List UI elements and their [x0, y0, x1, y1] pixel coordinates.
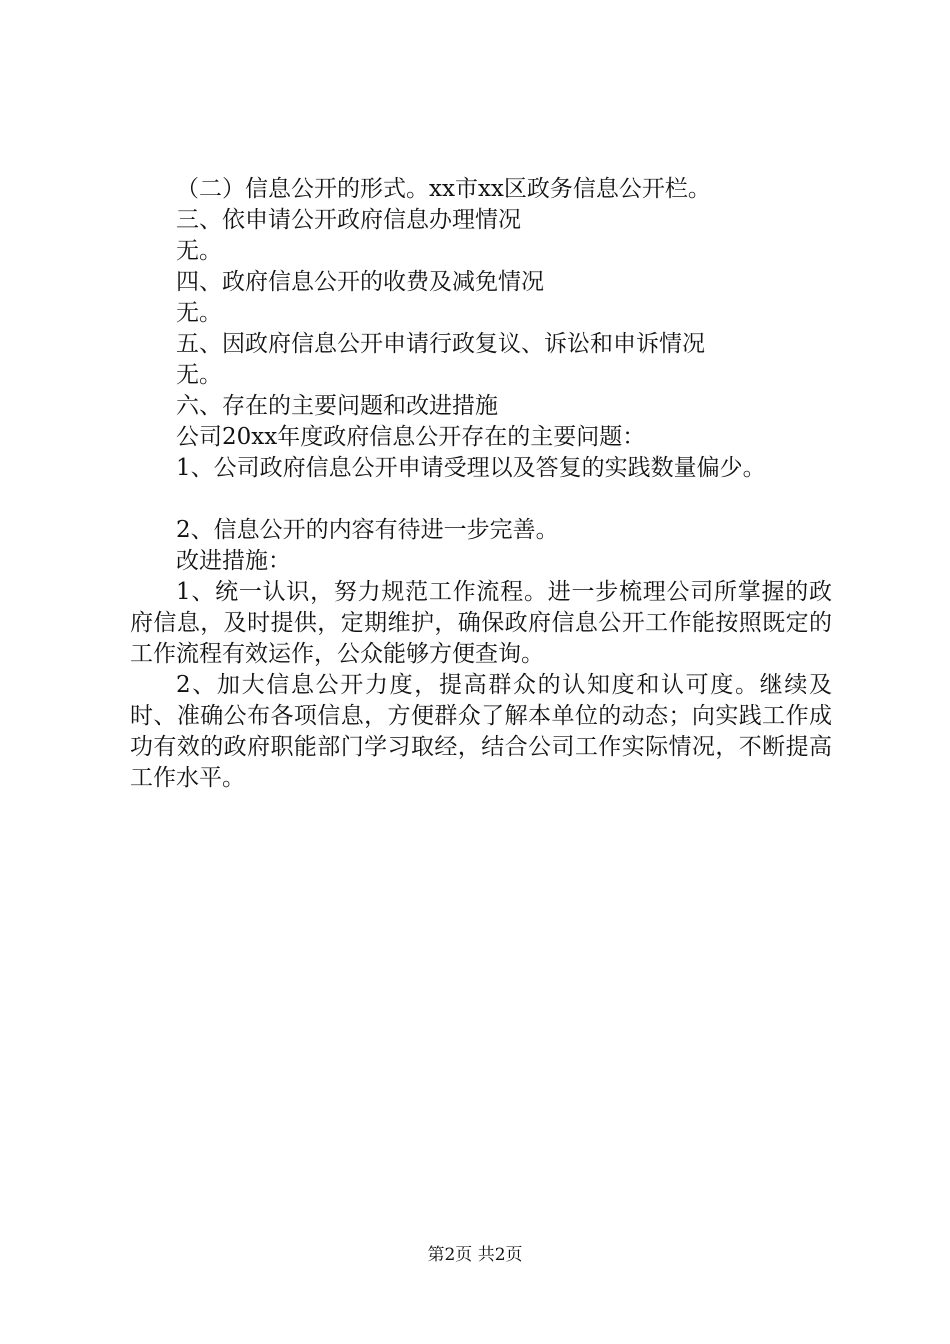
- document-body: [130, 174, 832, 794]
- text-line: 2、信息公开的内容有待进一步完善。: [176, 517, 559, 543]
- page-number-footer: 第2页 共2页: [427, 1245, 523, 1265]
- text-line: 无。: [176, 300, 222, 326]
- section-heading: 四、政府信息公开的收费及减免情况: [176, 269, 544, 295]
- section-heading: 六、存在的主要问题和改进措施: [176, 393, 498, 419]
- section-heading: 三、依申请公开政府信息办理情况: [176, 207, 521, 233]
- text-line: 无。: [176, 238, 222, 264]
- text-line: （二）信息公开的形式。xx市xx区政务信息公开栏。: [176, 176, 711, 202]
- text-line: 1、公司政府信息公开申请受理以及答复的实践数量偏少。: [176, 455, 766, 481]
- paragraph: 2、加大信息公开力度，提高群众的认知度和认可度。继续及时、准确公布各项信息，方便群众了解本单位的动态；向实践工作成功有效的政府职能部门学习取经，结合公司工作实际情况，不断提高工作水平。: [130, 672, 832, 791]
- text-line: 改进措施：: [176, 548, 291, 574]
- paragraph-gap: [130, 484, 832, 515]
- paragraph: 1、统一认识，努力规范工作流程。进一步梳理公司所掌握的政府信息，及时提供，定期维护，确保政府信息公开工作能按照既定的工作流程有效运作，公众能够方便查询。: [130, 579, 832, 667]
- text-line: 无。: [176, 362, 222, 388]
- text-line: 公司20xx年度政府信息公开存在的主要问题：: [176, 424, 646, 450]
- section-heading: 五、因政府信息公开申请行政复议、诉讼和申诉情况: [176, 331, 705, 357]
